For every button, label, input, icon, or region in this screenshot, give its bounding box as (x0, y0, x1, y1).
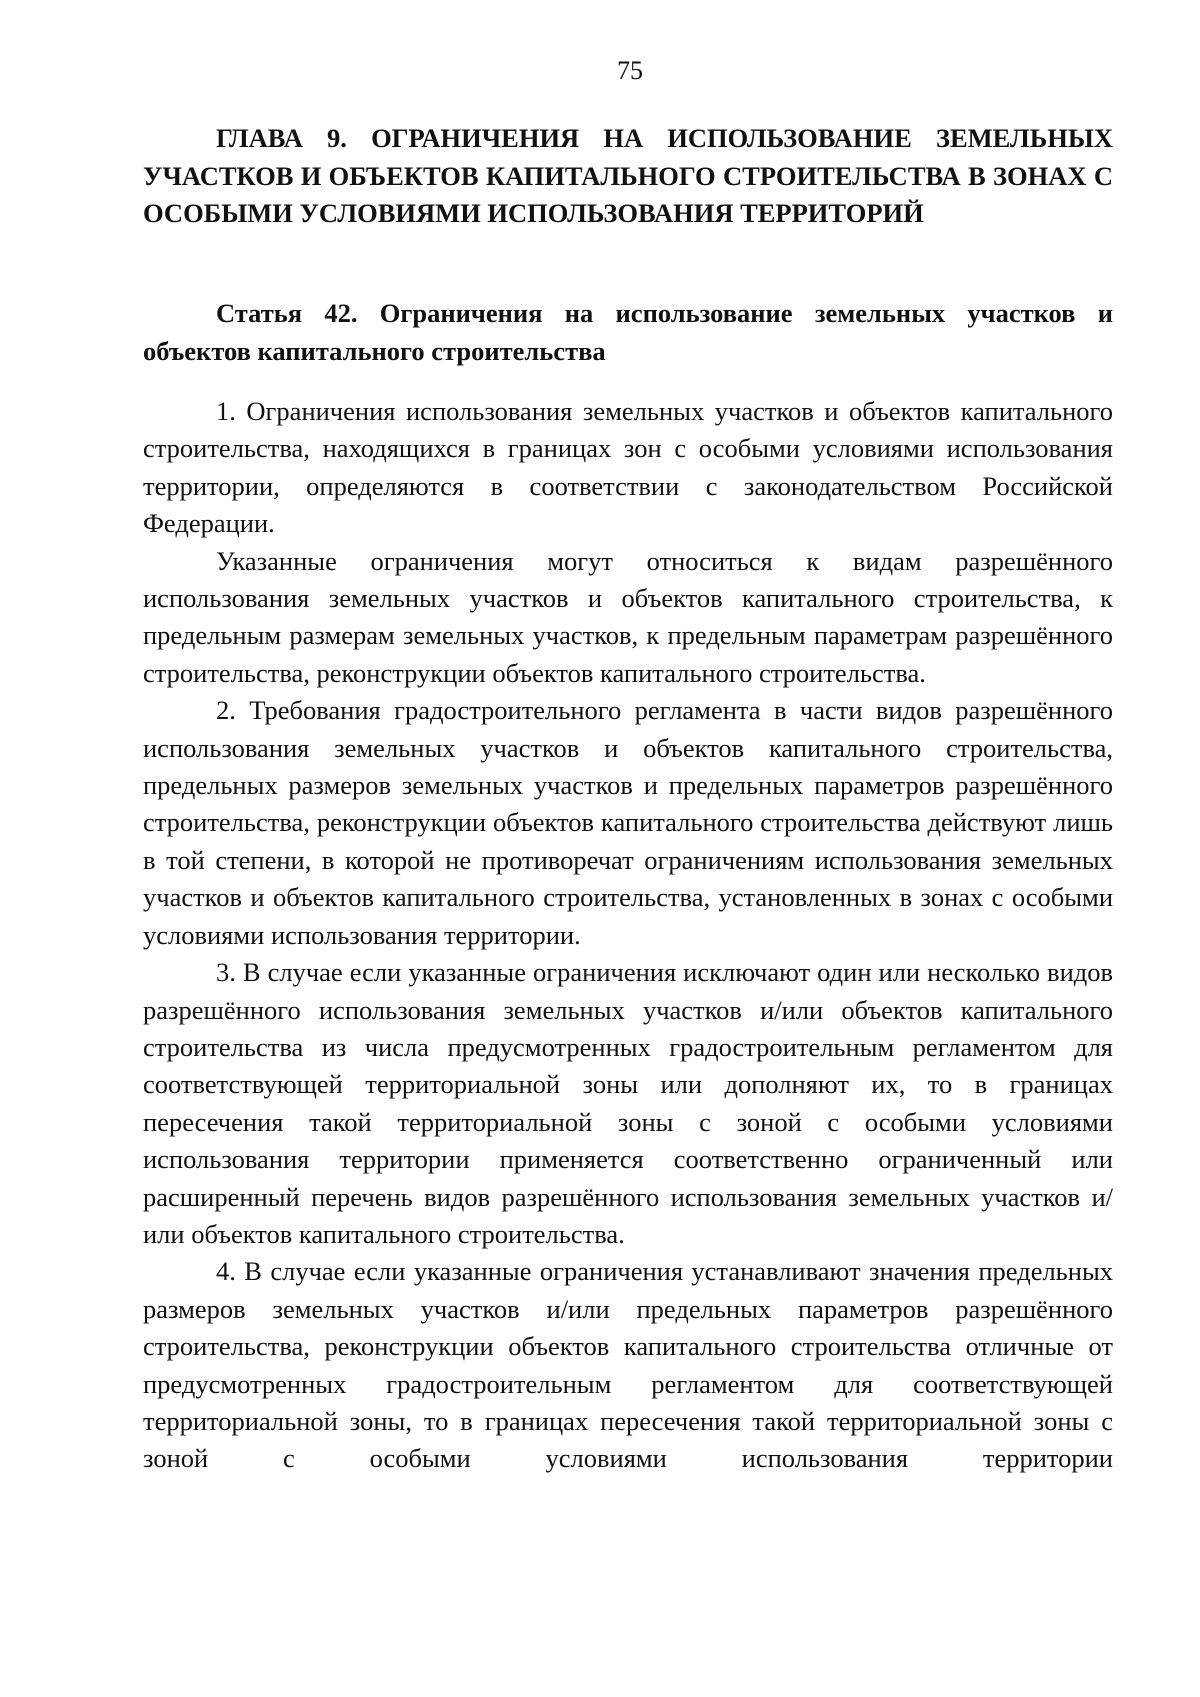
paragraph-1-continued: Указанные ограничения могут относиться к видам разрешённого использования земельных участков и объектов капитального строительства, к предельным размерам земельных участков, к предельным параметрам разрешённого строительства, реконструкции объектов капитального строительства. (143, 545, 1113, 688)
paragraph-1: 1. Ограничения использования земельных участков и объектов капитального строительства, находящихся в границах зон с особыми условиями использования территории, определяются в соответствии с законодательством Российской Федерации. (143, 396, 1113, 539)
article-title: Статья 42. Ограничения на использование земельных участков и объектов капитального строительства (143, 298, 1113, 366)
article-body (143, 393, 1113, 1478)
page-number: 75 (617, 56, 643, 85)
chapter-title: ГЛАВА 9. ОГРАНИЧЕНИЯ НА ИСПОЛЬЗОВАНИЕ ЗЕМЕЛЬНЫХ УЧАСТКОВ И ОБЪЕКТОВ КАПИТАЛЬНОГО СТРОИТЕЛЬСТВА В ЗОНАХ С ОСОБЫМИ УСЛОВИЯМИ ИСПОЛЬЗОВАНИЯ ТЕРРИТОРИЙ (143, 123, 1113, 228)
paragraph-4: 4. В случае если указанные ограничения устанавливают значения предельных размеров земельных участков и/или предельных параметров разрешённого строительства, реконструкции объектов капитального строительства отличные от предусмотренных градостроительным регламентом для соответствующей территориальной зоны, то в границах пересечения такой территориальной зоны с зоной с особыми условиями использования территории (143, 1256, 1113, 1474)
paragraph-3: 3. В случае если указанные ограничения исключают один или несколько видов разрешённого использования земельных участков и/или объектов капитального строительства из числа предусмотренных градостроительным регламентом для соответствующей территориальной зоны или дополняют их, то в границах пересечения такой территориальной зоны с зоной с особыми условиями использования территории применяется соответственно ограниченный или расширенный перечень видов разрешённого использования земельных участков и/или объектов капитального строительства. (143, 957, 1113, 1249)
paragraph-2: 2. Требования градостроительного регламента в части видов разрешённого использования земельных участков и объектов капитального строительства, предельных размеров земельных участков и предельных параметров разрешённого строительства, реконструкции объектов капитального строительства действуют лишь в той степени, в которой не противоречат ограничениям использования земельных участков и объектов капитального строительства, установленных в зонах с особыми условиями использования территории. (143, 695, 1113, 950)
